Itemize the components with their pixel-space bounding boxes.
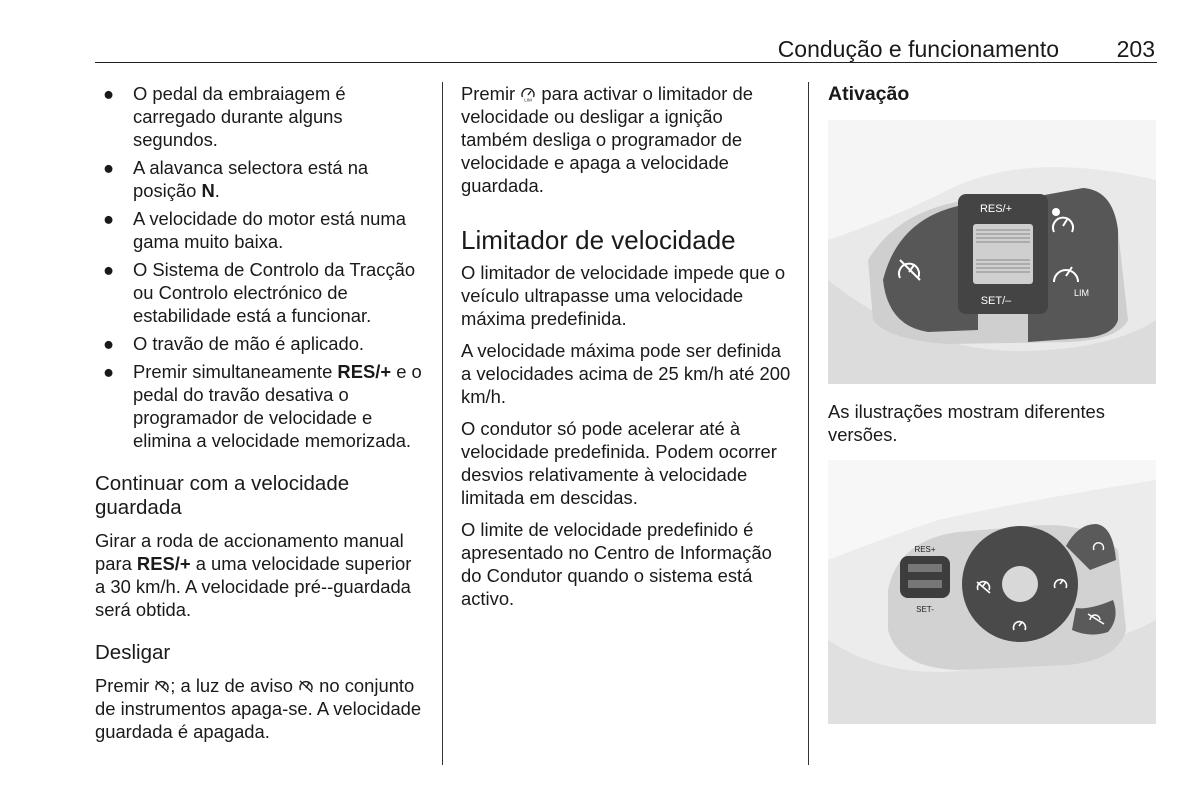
res-label: RES/+ bbox=[979, 203, 1013, 215]
list-item: ● A alavanca selectora está na posição N. bbox=[103, 157, 369, 201]
figure-caption: As ilustrações mostram diferentes versões. bbox=[828, 401, 1105, 445]
list-item: ● Premir simultaneamente RES/+ e o pedal do travão desativa o programador de velocidade e elimina a velocidade memorizada. bbox=[103, 361, 422, 451]
limiter-paragraph: O condutor só pode acelerar até à velocidade predefinida. Podem ocorrer desvios relativamente à velocidade limitada em descidas. bbox=[461, 418, 777, 508]
list-item: ● O pedal da embraiagem é carregado durante alguns segundos. bbox=[103, 83, 346, 150]
set-label: SET- bbox=[916, 605, 934, 614]
limiter-paragraph: A velocidade máxima pode ser definida a velocidades acima de 25 km/h até 200 km/h. bbox=[461, 340, 791, 407]
list-item: ● A velocidade do motor está numa gama muito baixa. bbox=[103, 208, 406, 252]
speed-limiter-icon bbox=[520, 86, 536, 102]
column-divider bbox=[442, 82, 443, 765]
limiter-paragraph: O limitador de velocidade impede que o veículo ultrapasse uma velocidade máxima predefinida. bbox=[461, 262, 786, 329]
intro-paragraph: Premir LIM para activar o limitador de velocidade ou desligar a ignição também desliga o programador de velocidade e apaga a velocidade guardada. bbox=[461, 83, 753, 196]
column-divider bbox=[808, 82, 809, 765]
condition-list bbox=[95, 82, 425, 452]
list-item: ● O Sistema de Controlo da Tracção ou Controlo electrónico de estabilidade está a funcionar. bbox=[103, 259, 416, 326]
column-right bbox=[828, 82, 1158, 724]
steering-wheel-controls-figure-1 bbox=[828, 120, 1156, 384]
limiter-heading: Limitador de velocidade bbox=[461, 225, 736, 255]
cruise-control-off-icon bbox=[298, 678, 314, 694]
steering-wheel-controls-figure-2 bbox=[828, 460, 1156, 724]
page-number: 203 bbox=[1116, 36, 1155, 62]
limiter-paragraph: O limite de velocidade predefinido é apresentado no Centro de Informação do Condutor quando o sistema está activo. bbox=[461, 519, 772, 609]
res-label: RES+ bbox=[914, 545, 936, 554]
lim-label: LIM bbox=[1074, 288, 1090, 298]
svg-text:LIM: LIM bbox=[524, 97, 533, 102]
off-paragraph: Premir ; a luz de aviso no conjunto de instrumentos apaga-se. A velocidade guardada é apagada. bbox=[95, 675, 422, 742]
column-left bbox=[95, 82, 425, 752]
list-item: ● O travão de mão é aplicado. bbox=[103, 333, 365, 354]
off-heading: Desligar bbox=[95, 641, 171, 664]
section-title: Condução e funcionamento bbox=[777, 36, 1059, 62]
activation-heading: Ativação bbox=[828, 83, 910, 105]
column-middle bbox=[461, 82, 794, 619]
cruise-control-off-icon bbox=[154, 678, 170, 694]
page-header bbox=[95, 28, 1157, 63]
resume-paragraph: Girar a roda de accionamento manual para RES/+ a uma velocidade superior a 30 km/h. A velocidade pré--guardada será obtida. bbox=[95, 530, 412, 620]
resume-heading: Continuar com a velocidade guardada bbox=[95, 472, 350, 519]
set-label: SET/– bbox=[980, 295, 1012, 307]
